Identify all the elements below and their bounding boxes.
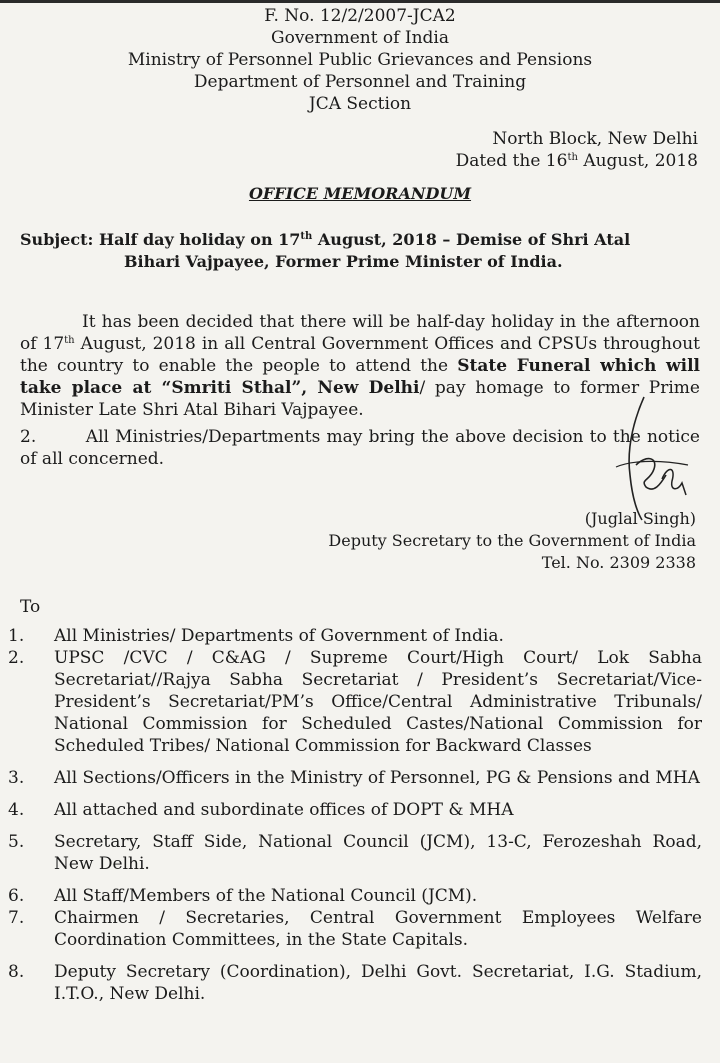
signatory-block (328, 508, 696, 574)
list-item: 5. Secretary, Staff Side, National Council (JCM), 13-C, Ferozeshah Road, New Delhi. (8, 832, 702, 874)
list-item: 8. Deputy Secretary (Coordination), Delhi Govt. Secretariat, I.G. Stadium, I.T.O., New Delhi. (8, 962, 702, 1004)
memorandum-title: OFFICE MEMORANDUM (248, 184, 472, 203)
signatory-designation: Deputy Secretary to the Government of India (328, 531, 696, 550)
letterhead (0, 5, 720, 115)
issue-date: Dated the 16th August, 2018 (455, 151, 698, 171)
signatory-telephone: Tel. No. 2309 2338 (541, 553, 696, 572)
list-item: 3. All Sections/Officers in the Ministry of Personnel, PG & Pensions and MHA (8, 768, 700, 788)
recipient-list (8, 625, 702, 1015)
to-label: To (20, 597, 41, 617)
paragraph-1: It has been decided that there will be half-day holiday in the afternoon of 17th August, 2018 in all Central Government Offices and CPSUs throughout the country to enable the people to attend the State Funeral which will take place at “Smriti Sthal”, New Delhi/ pay homage to former Prime Minister Late Shri Atal Bihari Vajpayee. (20, 312, 701, 420)
top-border-rule (0, 0, 720, 3)
place-and-date (456, 128, 698, 172)
list-item: 6. All Staff/Members of the National Council (JCM). (8, 886, 478, 906)
handwritten-signature (596, 395, 706, 525)
paragraph-2: 2. All Ministries/Departments may bring the above decision to the notice of all concerned. (20, 427, 700, 469)
list-item: 4. All attached and subordinate offices of DOPT & MHA (8, 800, 514, 820)
list-item: 7. Chairmen / Secretaries, Central Government Employees Welfare Coordination Committees, in the State Capitals. (8, 908, 702, 950)
signatory-name: (Juglal Singh) (584, 509, 696, 528)
list-item: 1. All Ministries/ Departments of Government of India. (8, 626, 504, 646)
funeral-emphasis: State Funeral which will take place at “Smriti Sthal”, New Delhi (20, 356, 701, 398)
list-item: 2. UPSC /CVC / C&AG / Supreme Court/High Court/ Lok Sabha Secretariat//Rajya Sabha Secretariat / President’s Secretariat/Vice-President’s Secretariat/PM’s Office/Central Administrative Tribunals/ National Commission for Scheduled Castes/National Commission for Scheduled Tribes/ National Commission for Backward Classes (8, 648, 702, 756)
file-number: F. No. 12/2/2007-JCA2 (264, 6, 456, 26)
issue-location: North Block, New Delhi (492, 129, 698, 149)
ministry-name: Ministry of Personnel Public Grievances and Pensions (127, 50, 593, 70)
department-name: Department of Personnel and Training (193, 72, 527, 92)
subject-line: Subject: Half day holiday on 17th August, 2018 – Demise of Shri Atal Bihari Vajpayee, Former Prime Minister of India. (20, 230, 631, 271)
section-name: JCA Section (308, 94, 412, 114)
government-name: Government of India (271, 28, 449, 48)
